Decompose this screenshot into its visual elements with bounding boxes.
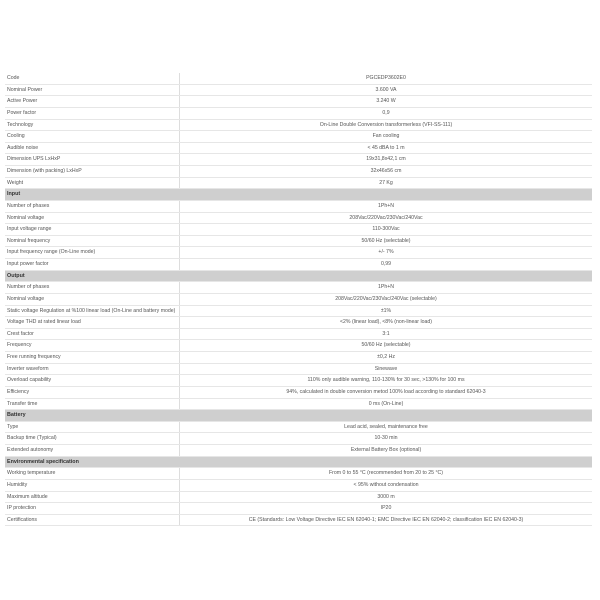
- spec-row: [5, 85, 592, 97]
- section-header: Battery: [5, 410, 592, 422]
- spec-row: [5, 422, 592, 434]
- spec-label: Working temperature: [5, 468, 180, 479]
- spec-label: Inverter waveform: [5, 364, 180, 375]
- spec-value: ±1%: [380, 307, 392, 314]
- spec-value: < 95% without condensation: [353, 481, 419, 488]
- spec-row: [5, 306, 592, 318]
- spec-row: [5, 329, 592, 341]
- spec-value: 94%, calculated in double conversion metod 100% load according to standard 62040-3: [286, 388, 486, 395]
- spec-row: [5, 259, 592, 271]
- spec-label: Crest factor: [5, 329, 180, 340]
- spec-value: < 45 dBA to 1 m: [367, 144, 405, 151]
- spec-row: [5, 468, 592, 480]
- spec-row: [5, 317, 592, 329]
- spec-row: [5, 340, 592, 352]
- spec-row: [5, 399, 592, 411]
- spec-value: 27 Kg: [379, 179, 393, 186]
- spec-label: Efficiency: [5, 387, 180, 398]
- spec-row: [5, 445, 592, 457]
- spec-value: +/- 7%: [378, 249, 394, 256]
- spec-value: 3.240 W: [376, 98, 396, 105]
- spec-label: Type: [5, 422, 180, 433]
- spec-value: On-Line Double Conversion transformerless (VFI-SS-111): [319, 121, 453, 128]
- spec-row: [5, 515, 592, 527]
- spec-value: 50/60 Hz (selectable): [361, 342, 411, 349]
- spec-row: [5, 120, 592, 132]
- spec-label: Active Power: [5, 96, 180, 107]
- spec-label: Dimension (with packing) LxHxP: [5, 166, 180, 177]
- spec-row: [5, 178, 592, 190]
- spec-value: 3000 m: [377, 493, 395, 500]
- spec-label: Nominal voltage: [5, 294, 180, 305]
- spec-row: [5, 213, 592, 225]
- spec-row: [5, 154, 592, 166]
- spec-value: 0 ms (On-Line): [368, 400, 404, 407]
- spec-value: 3:1: [382, 330, 390, 337]
- spec-row: [5, 352, 592, 364]
- spec-value: 208Vac/220Vac/230Vac/240Vac (selectable): [335, 295, 437, 302]
- spec-label: Number of phases: [5, 201, 180, 212]
- spec-label: IP protection: [5, 503, 180, 514]
- spec-value: Sinewave: [374, 365, 398, 372]
- spec-label: Voltage THD at rated linear load: [5, 317, 180, 328]
- spec-label: Audible noise: [5, 143, 180, 154]
- spec-value: 0,9: [382, 109, 390, 116]
- spec-value: <2% (linear load), <8% (non-linear load): [340, 319, 432, 326]
- spec-label: Technology: [5, 120, 180, 131]
- spec-label: Static voltage Regulation at %100 linear load (On-Line and battery mode): [5, 306, 180, 317]
- spec-label: Input voltage range: [5, 224, 180, 235]
- spec-row: [5, 143, 592, 155]
- spec-value: PGCEDP3602E0: [366, 75, 406, 81]
- spec-row: [5, 224, 592, 236]
- spec-row: [5, 247, 592, 259]
- spec-row: [5, 375, 592, 387]
- spec-value: IP20: [380, 505, 392, 512]
- spec-label: Certifications: [5, 515, 180, 526]
- spec-value: 0,99: [380, 261, 392, 267]
- spec-value: 19x31,8x42,1 cm: [366, 156, 406, 163]
- spec-label: Dimension UPS LxHxP: [5, 154, 180, 165]
- spec-label: Overload capability: [5, 375, 180, 386]
- spec-row: [5, 282, 592, 294]
- spec-value: 1Ph+N: [377, 202, 394, 209]
- spec-row: [5, 480, 592, 492]
- spec-value: CE (Standards: Low Voltage Directive IEC EN 62040-1; EMC Directive IEC EN 62040-2; classification IEC EN 62040-3): [248, 516, 524, 523]
- spec-value: From 0 to 55 °C (recommended from 20 to 25 °C): [329, 470, 443, 477]
- spec-row: [5, 387, 592, 399]
- spec-row: [5, 166, 592, 178]
- spec-label: Free running frequency: [5, 352, 180, 363]
- spec-value: 32x46x56 cm: [370, 168, 402, 174]
- spec-label: Input frequency range (On-Line mode): [5, 247, 180, 258]
- spec-value: 110% only audible warning, 110-130% for 30 sec, >130% for 100 ms: [307, 377, 465, 384]
- spec-label: Cooling: [5, 131, 180, 142]
- spec-label: Power factor: [5, 108, 180, 119]
- spec-row: [5, 131, 592, 143]
- spec-row: [5, 294, 592, 306]
- spec-value: 208Vac/220Vac/230Vac/240Vac: [349, 214, 423, 221]
- spec-label: Nominal voltage: [5, 213, 180, 224]
- spec-row: [5, 236, 592, 248]
- spec-row: [5, 433, 592, 445]
- spec-value: 10-30 min: [374, 435, 398, 442]
- spec-label: Transfer time: [5, 399, 180, 410]
- spec-row: [5, 364, 592, 376]
- spec-value: 1Ph+N: [377, 284, 394, 291]
- spec-row: [5, 73, 592, 85]
- spec-value: Fan cooling: [372, 133, 400, 140]
- spec-value: 3.600 VA: [375, 86, 397, 93]
- section-header: Input: [5, 189, 592, 201]
- spec-value: External Battery Box (optional): [350, 447, 422, 453]
- spec-row: [5, 503, 592, 515]
- spec-label: Number of phases: [5, 282, 180, 293]
- spec-row: [5, 108, 592, 120]
- spec-value: Lead acid, sealed, maintenance free: [344, 423, 428, 430]
- spec-label: Humidity: [5, 480, 180, 491]
- spec-label: Input power factor: [5, 259, 180, 270]
- section-header: Environmental specification: [5, 457, 592, 469]
- spec-value: 50/60 Hz (selectable): [361, 237, 411, 244]
- spec-row: [5, 96, 592, 108]
- spec-label: Maximum altitude: [5, 492, 180, 503]
- section-header: Output: [5, 271, 592, 283]
- spec-row: [5, 492, 592, 504]
- spec-table: [5, 73, 592, 526]
- spec-row: [5, 201, 592, 213]
- spec-label: Extended autonomy: [5, 445, 180, 456]
- spec-value: 110-300Vac: [372, 226, 400, 233]
- spec-label: Backup time (Typical): [5, 433, 180, 444]
- spec-value: ±0,2 Hz: [377, 354, 395, 360]
- spec-label: Nominal frequency: [5, 236, 180, 247]
- spec-label: Code: [5, 73, 180, 84]
- spec-label: Weight: [5, 178, 180, 189]
- spec-label: Frequency: [5, 340, 180, 351]
- spec-label: Nominal Power: [5, 85, 180, 96]
